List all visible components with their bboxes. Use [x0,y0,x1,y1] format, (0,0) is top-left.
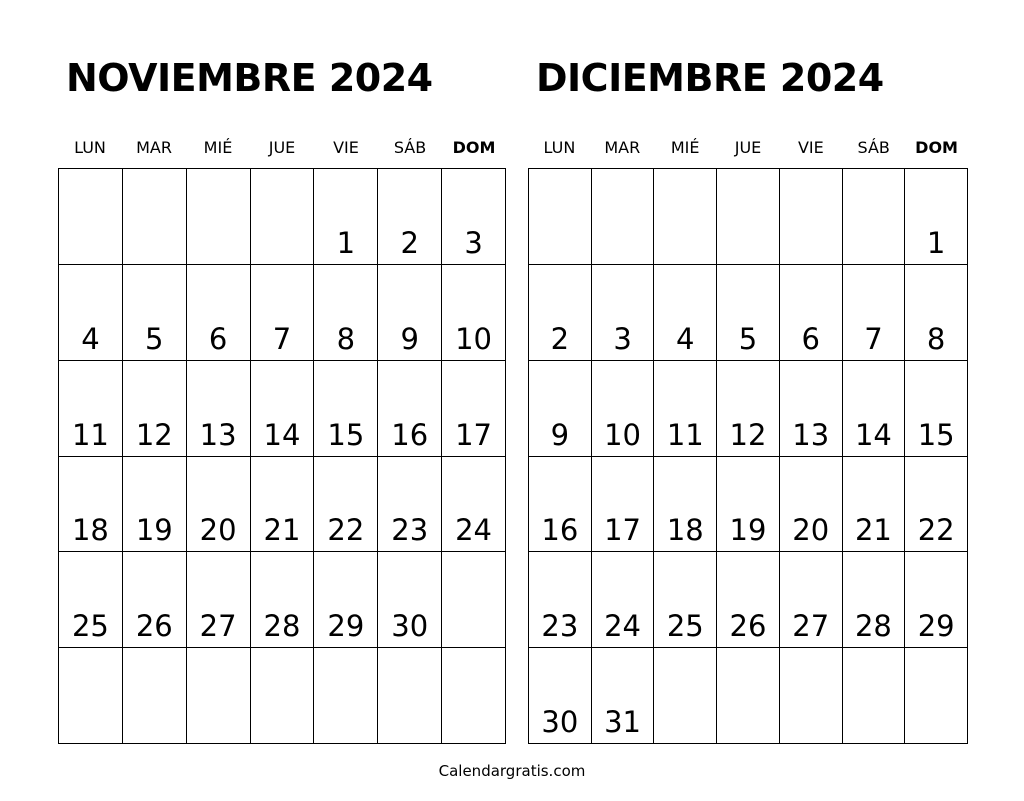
day-cell: 23 [378,457,442,553]
empty-day-cell [717,648,780,744]
empty-day-cell [59,648,123,744]
empty-day-cell [123,648,187,744]
day-cell: 22 [314,457,378,553]
empty-day-cell [59,169,123,265]
day-cell: 27 [780,552,843,648]
day-cell: 9 [378,265,442,361]
day-cell: 29 [905,552,968,648]
day-cell: 4 [59,265,123,361]
weekday-label: MAR [136,138,172,157]
day-grid [528,168,968,744]
day-cell: 25 [59,552,123,648]
weekday-label: JUE [268,138,296,157]
day-cell: 5 [717,265,780,361]
footer-site-credit: Calendargratis.com [438,762,586,780]
empty-day-cell [251,648,315,744]
empty-day-cell [843,169,906,265]
empty-day-cell [187,169,251,265]
day-cell: 19 [717,457,780,553]
empty-day-cell [378,648,442,744]
day-cell: 22 [905,457,968,553]
day-cell: 28 [843,552,906,648]
day-cell: 14 [251,361,315,457]
day-cell: 6 [187,265,251,361]
day-cell: 14 [843,361,906,457]
weekday-label: SÁB [393,138,427,157]
day-cell: 19 [123,457,187,553]
weekday-label: MIÉ [203,138,233,157]
weekday-label: SÁB [857,138,890,157]
day-cell: 5 [123,265,187,361]
day-cell: 20 [187,457,251,553]
weekday-label: VIE [797,138,824,157]
day-cell: 24 [442,457,506,553]
day-cell: 28 [251,552,315,648]
weekday-label: MAR [604,138,641,157]
weekday-label: JUE [734,138,762,157]
day-cell: 21 [843,457,906,553]
day-cell: 10 [592,361,655,457]
day-cell: 26 [123,552,187,648]
day-cell: 12 [123,361,187,457]
day-cell: 6 [780,265,843,361]
day-cell: 3 [592,265,655,361]
weekday-label: DOM [452,138,496,157]
day-cell: 4 [654,265,717,361]
empty-day-cell [442,552,506,648]
day-cell: 16 [378,361,442,457]
weekday-label: LUN [74,138,106,157]
empty-day-cell [843,648,906,744]
empty-day-cell [442,648,506,744]
day-cell: 17 [592,457,655,553]
day-cell: 13 [187,361,251,457]
day-cell: 11 [59,361,123,457]
day-cell: 18 [59,457,123,553]
day-cell: 13 [780,361,843,457]
day-cell: 8 [314,265,378,361]
month-title: NOVIEMBRE 2024 [66,56,433,100]
day-cell: 23 [529,552,592,648]
day-cell: 16 [529,457,592,553]
day-cell: 24 [592,552,655,648]
empty-day-cell [654,648,717,744]
day-cell: 1 [905,169,968,265]
day-cell: 27 [187,552,251,648]
day-cell: 31 [592,648,655,744]
day-cell: 21 [251,457,315,553]
day-grid [58,168,506,744]
day-cell: 17 [442,361,506,457]
day-cell: 9 [529,361,592,457]
day-cell: 30 [378,552,442,648]
empty-day-cell [780,648,843,744]
month-title: DICIEMBRE 2024 [536,56,884,100]
weekday-header-row [58,137,506,159]
day-cell: 7 [843,265,906,361]
weekday-label: DOM [915,138,958,157]
day-cell: 3 [442,169,506,265]
day-cell: 20 [780,457,843,553]
empty-day-cell [780,169,843,265]
day-cell: 10 [442,265,506,361]
empty-day-cell [717,169,780,265]
day-cell: 12 [717,361,780,457]
empty-day-cell [187,648,251,744]
day-cell: 15 [905,361,968,457]
empty-day-cell [251,169,315,265]
day-cell: 25 [654,552,717,648]
day-cell: 11 [654,361,717,457]
day-cell: 2 [529,265,592,361]
day-cell: 26 [717,552,780,648]
empty-day-cell [314,648,378,744]
empty-day-cell [592,169,655,265]
weekday-label: LUN [543,138,576,157]
day-cell: 30 [529,648,592,744]
day-cell: 1 [314,169,378,265]
day-cell: 15 [314,361,378,457]
empty-day-cell [529,169,592,265]
day-cell: 18 [654,457,717,553]
day-cell: 2 [378,169,442,265]
empty-day-cell [123,169,187,265]
empty-day-cell [654,169,717,265]
day-cell: 8 [905,265,968,361]
weekday-label: MIÉ [670,138,700,157]
weekday-label: VIE [333,138,359,157]
empty-day-cell [905,648,968,744]
day-cell: 29 [314,552,378,648]
weekday-header-row [528,137,968,159]
day-cell: 7 [251,265,315,361]
